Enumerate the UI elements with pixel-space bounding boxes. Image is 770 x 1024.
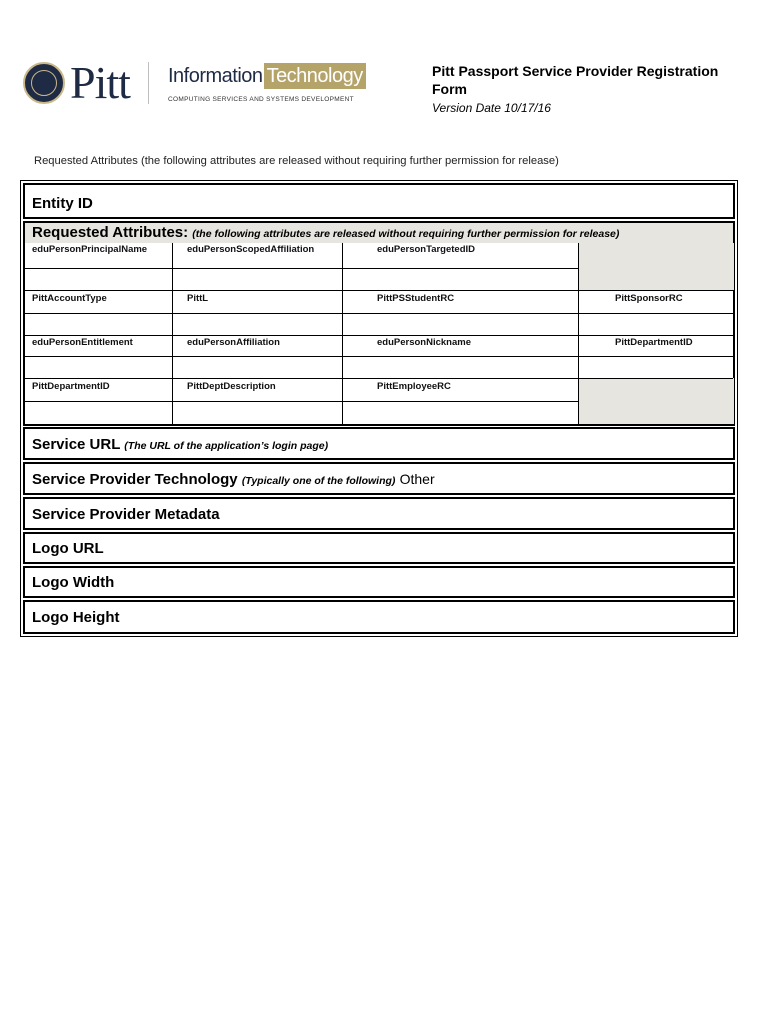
attribute-label: eduPersonNickname (377, 337, 471, 348)
sp-technology-label: Service Provider Technology (32, 471, 238, 488)
attribute-label: PittDepartmentID (32, 381, 110, 392)
university-seal-icon (23, 62, 65, 104)
table-rule (25, 290, 733, 291)
attribute-label: eduPersonTargetedID (377, 244, 476, 255)
intro-text: Requested Attributes (the following attributes are released without requiring further permission for release) (34, 155, 559, 167)
information-technology-logo (168, 63, 366, 89)
table-rule (172, 243, 173, 424)
attribute-label: PittDeptDescription (187, 381, 276, 392)
service-url-title (32, 436, 328, 453)
it-logo-subtitle: COMPUTING SERVICES AND SYSTEMS DEVELOPMENT (168, 96, 354, 103)
table-rule (25, 268, 578, 269)
attribute-label: PittEmployeeRC (377, 381, 451, 392)
attribute-cell-empty (578, 243, 734, 290)
logo-height-label: Logo Height (32, 609, 120, 626)
pitt-logo: Pitt (70, 57, 130, 108)
sp-technology-hint: (Typically one of the following) (241, 475, 396, 487)
sp-technology-field[interactable] (23, 462, 735, 495)
attribute-label: eduPersonPrincipalName (32, 244, 148, 255)
attribute-cell-empty (578, 378, 734, 424)
table-rule (25, 335, 733, 336)
table-rule (25, 378, 733, 379)
logo-divider (148, 62, 149, 104)
requested-attributes-label: Requested Attributes: (32, 224, 189, 241)
attribute-label: PittAccountType (32, 293, 107, 304)
table-rule (25, 401, 578, 402)
table-rule (25, 356, 733, 357)
attribute-label: PittL (187, 293, 209, 304)
table-rule (25, 313, 733, 314)
it-logo-part2: Technology (264, 63, 366, 89)
requested-attributes-title (32, 224, 619, 241)
attribute-label: eduPersonScopedAffiliation (187, 244, 315, 255)
requested-attributes-hint: (the following attributes are released without requiring further permission for release) (192, 228, 620, 240)
attribute-label: PittDepartmentID (615, 337, 693, 348)
table-rule (578, 243, 579, 424)
attribute-label: eduPersonEntitlement (32, 337, 133, 348)
logo-url-label: Logo URL (32, 540, 104, 557)
attribute-label: PittPSStudentRC (377, 293, 455, 304)
page-title: Pitt Passport Service Provider Registration Form (432, 63, 719, 97)
entity-id-field[interactable] (23, 183, 735, 219)
attribute-label: eduPersonAffiliation (187, 337, 280, 348)
sp-technology-title (32, 471, 435, 488)
sp-technology-value[interactable]: Other (399, 471, 435, 487)
logo-width-field[interactable] (23, 566, 735, 598)
entity-id-label: Entity ID (32, 195, 93, 212)
it-logo-part1: Information (168, 65, 263, 87)
service-url-field[interactable] (23, 427, 735, 460)
requested-attributes-table (23, 221, 735, 426)
logo-width-label: Logo Width (32, 574, 115, 591)
sp-metadata-field[interactable] (23, 497, 735, 530)
attribute-label: PittSponsorRC (615, 293, 683, 304)
service-url-hint: (The URL of the application’s login page) (124, 440, 329, 452)
table-rule (342, 243, 343, 424)
service-url-label: Service URL (32, 436, 121, 453)
logo-url-field[interactable] (23, 532, 735, 564)
sp-metadata-label: Service Provider Metadata (32, 506, 220, 523)
logo-height-field[interactable] (23, 600, 735, 634)
version-date: Version Date 10/17/16 (432, 101, 551, 115)
